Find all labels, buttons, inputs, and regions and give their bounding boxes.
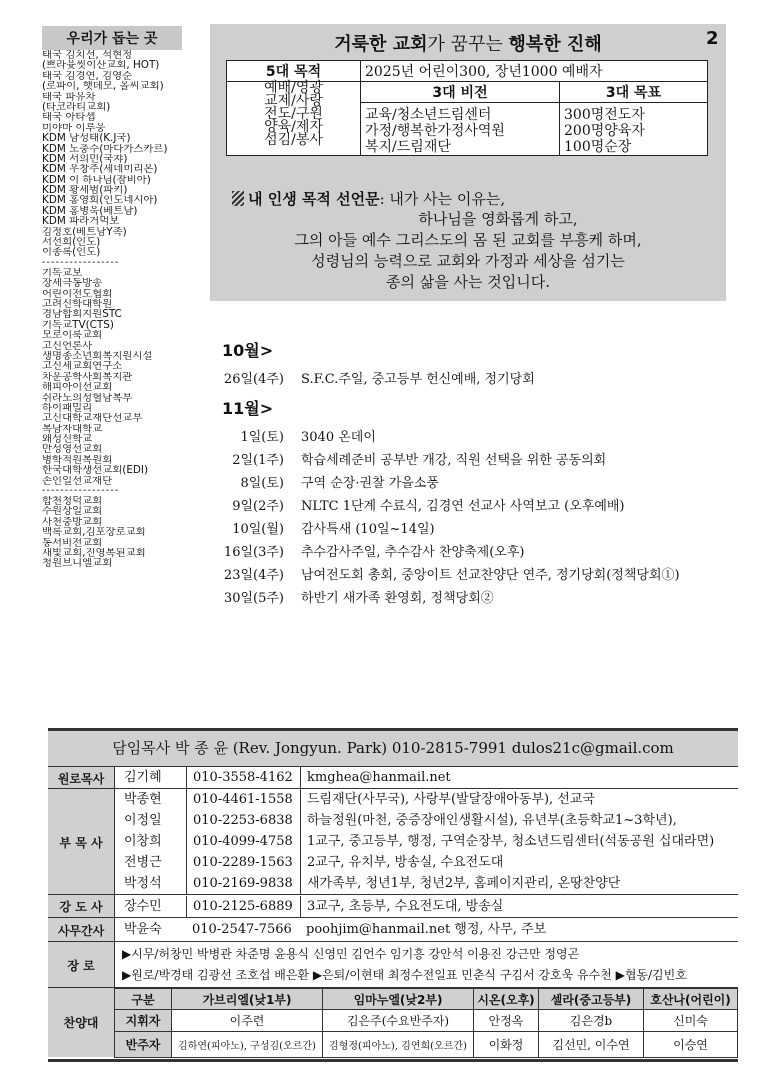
- sidebar-entry: 청원브니엘교회: [42, 558, 113, 569]
- staff-line: 전병근 010-2289-1563 2교구, 유치부, 방송실, 수요전도대: [114, 852, 738, 873]
- schedule-item: 2일(1주) 학습세례준비 공부반 개강, 직원 선택을 위한 공동의회: [232, 453, 607, 468]
- schedule-item: 1일(토) 3040 온데이: [240, 430, 376, 445]
- sidebar-entry: 모로이룩교회: [42, 330, 103, 341]
- choir-cell: 김선민, 이수연: [539, 1032, 644, 1058]
- sidebar-entry: 수원상일교회: [42, 506, 103, 517]
- five-purposes: 예배/영광 교제/사랑 전도/구원 양육/제자 섬김/봉사: [227, 82, 361, 156]
- choir-row: [48, 987, 738, 1057]
- choir-header: 구분: [115, 989, 172, 1010]
- three-visions: 교육/청소년드림센터 가정/행복한가정사역원 복지/드림재단: [361, 103, 560, 156]
- sidebar-entry: 왜성신학교: [42, 434, 93, 445]
- staff-line: 김기혜 010-3558-4162 kmghea@hanmail.net: [114, 767, 738, 788]
- goal-text: 2025년 어린이300, 장년1000 예배자: [361, 61, 708, 82]
- sidebar-entry: KDM 홍영희(인도네시아): [42, 195, 158, 206]
- schedule-item: 9일(2주) NLTC 1단계 수료식, 김경연 선교사 사역보고 (오후예배): [232, 499, 625, 514]
- choir-cell: 김은경b: [539, 1010, 644, 1032]
- row-label: 강 도 사: [48, 895, 115, 918]
- page-number: 2: [706, 28, 719, 49]
- sidebar-entry: 태국 아타셉: [42, 112, 96, 123]
- secretary-row: [48, 917, 738, 942]
- senior-pastor-line: 담임목사 박 종 윤 (Rev. Jongyun. Park) 010-2815-7991 dulos21c@gmail.com: [48, 731, 738, 766]
- sidebar-entry: 미야마 이루웅: [42, 122, 106, 134]
- sidebar-entry: 손인일선교재단: [42, 475, 113, 487]
- organization-list: [42, 268, 192, 486]
- elders-line: ▶원로/박경태 김광선 조호섭 배은환 ▶은퇴/이현태 최정수전일표 민춘식 구김서 강호욱 유수천 ▶협동/김빈호: [122, 968, 687, 982]
- church-list: [42, 496, 192, 569]
- sidebar-entry: 차운공학사회복지관: [42, 371, 133, 383]
- vision-table: [226, 60, 708, 156]
- sidebar-entry: KDM 홍병욱(베트남): [42, 205, 138, 217]
- mission-title: 내 인생 목적 선언문: [248, 190, 380, 208]
- row-label: 원로목사: [48, 767, 115, 789]
- sidebar-entry: 고신대학교재단선교부: [42, 413, 143, 424]
- sidebar-entry: 생명종소년회복지원시설: [42, 350, 153, 362]
- vision-label: 3대 비전: [361, 82, 560, 103]
- sidebar-entry: 고려신학대학원: [42, 298, 113, 310]
- divider: - - - - - - - - - - - - - - - - -: [42, 486, 118, 497]
- sidebar-entry: 기독교TV(CTS): [42, 319, 114, 331]
- sidebar-entry: 태국 김경연, 김영순: [42, 70, 133, 82]
- row-label: 찬양대: [48, 988, 115, 1057]
- staff-line: 이정일 010-2253-6838 하늘정원(마천, 중증장애인생활시설), 유년부(초등학교1~3학년),: [114, 810, 738, 831]
- sidebar-entry: 한국대학생선교회(EDI): [42, 465, 149, 476]
- sidebar-entry: 기독교보: [42, 267, 83, 279]
- sidebar-entry: KDM 우창주(세네미리온): [42, 164, 158, 175]
- choir-cell: 반주자: [115, 1032, 172, 1058]
- sidebar-entry: 복남자대학교: [42, 423, 103, 435]
- schedule-item: 23일(4주) 남여전도회 총회, 중앙이트 선교찬양단 연주, 정기당회(정책당회①): [223, 568, 680, 583]
- sidebar-entry: 동서비전교회: [42, 537, 103, 548]
- sidebar-entry: 사천중방교회: [42, 516, 103, 528]
- mission-line: 종의 삶을 사는 것입니다.: [386, 273, 550, 291]
- sidebar-entry: 태국 김치선, 석현정: [42, 50, 133, 61]
- page-title: 거룩한 교회가 꿈꾸는 행복한 진해: [334, 34, 602, 55]
- row-label: 장 로: [48, 942, 115, 988]
- sidebar-entry: KDM 서의민(국쟈): [42, 153, 128, 165]
- support-sidebar: [42, 26, 192, 726]
- sidebar-entry: (쁘라윳씻이산교회, HOT): [42, 60, 160, 71]
- choir-header: 셀라(중고등부): [539, 989, 644, 1010]
- evangelist-row: [48, 894, 738, 918]
- sidebar-entry: 어린이전도협회: [42, 288, 113, 299]
- mission-statement: [218, 188, 718, 293]
- sidebar-entry: (로파이, 햇데모, 올씨교회): [42, 81, 164, 92]
- choir-table: [114, 988, 738, 1058]
- schedule-item: 30일(5주) 하반기 새가족 환영회, 정책당회②: [223, 591, 494, 606]
- goal-label: 5대 목적: [227, 61, 361, 82]
- sidebar-entry: 태국 파유차: [42, 91, 96, 102]
- sidebar-entry: 해피아이선교회: [42, 382, 113, 393]
- sidebar-entry: 고신세교회연구소: [42, 361, 123, 372]
- sidebar-title: 우리가 돕는 곳: [42, 26, 182, 50]
- mission-lead: : 내가 사는 이유는,: [379, 190, 506, 208]
- missionary-list: [42, 50, 192, 258]
- sidebar-entry: 병학적원복원회: [42, 454, 113, 466]
- sidebar-entry: 경남합회지원STC: [42, 309, 122, 320]
- choir-cell: 이화정: [474, 1032, 539, 1058]
- sidebar-entry: 새빛교회,진영복된교회: [42, 547, 146, 559]
- elders-row: [48, 941, 738, 988]
- mission-line: 그의 아들 예수 그리스도의 몸 된 교회를 부흥케 하며,: [294, 231, 642, 249]
- schedule-item: 26일(4주) S.F.C.주일, 중고등부 헌신예배, 정기당회: [223, 372, 535, 387]
- sidebar-entry: 백록교회,김포장로교회: [42, 527, 146, 538]
- sidebar-entry: KDM 남성태(K.J국): [42, 133, 131, 144]
- mission-line: 성령님의 능력으로 교회와 가정과 세상을 섬기는: [311, 252, 625, 270]
- associate-row: [48, 788, 738, 895]
- sidebar-entry: KDM 파라거먹보: [42, 216, 120, 227]
- hatch-icon: [232, 191, 244, 206]
- sidebar-entry: 장세극동방송: [42, 278, 103, 289]
- sidebar-entry: KDM 노충수(마다가스카르): [42, 143, 168, 154]
- sidebar-entry: 김정호(베트남Y족): [42, 226, 127, 238]
- october-heading: 10월>: [222, 341, 274, 360]
- staff-line: 박윤숙 010-2547-7566 poohjim@hanmail.net 행정, 사무, 주보: [124, 922, 547, 937]
- sidebar-entry: 이종록(인도): [42, 247, 101, 258]
- elders-line: ▶시무/허창민 박병관 차준명 윤용식 신영민 김언수 임기흥 강안석 이용진 강근만 정영곤: [122, 947, 580, 961]
- emeritus-row: [48, 766, 738, 789]
- choir-header: 가브리엘(낮1부): [172, 989, 323, 1010]
- choir-cell: 김형정(피아노), 김연희(오르간): [323, 1032, 474, 1058]
- three-targets: 300명전도자 200명양육자 100명순장: [560, 103, 708, 156]
- sidebar-entry: 쉬라노의성혈남복부: [42, 392, 133, 403]
- row-label: 부 목 사: [48, 789, 115, 895]
- divider: - - - - - - - - - - - - - - - - -: [42, 257, 118, 268]
- choir-cell: 이승연: [644, 1032, 738, 1058]
- sidebar-entry: 만성영선교회: [42, 444, 103, 455]
- november-heading: 11월>: [222, 399, 274, 418]
- staff-directory: [48, 728, 738, 1062]
- choir-header: 호산나(어린이): [644, 989, 738, 1010]
- mission-line: 하나님을 영화롭게 하고,: [418, 210, 578, 228]
- target-label: 3대 목표: [560, 82, 708, 103]
- sidebar-entry: (타코라티교회): [42, 101, 111, 113]
- sidebar-entry: KDM 황세범(파키): [42, 185, 128, 196]
- sidebar-entry: KDM 이 하나님(잠비아): [42, 174, 151, 186]
- choir-cell: 김하연(피아노), 구성김(오르간): [172, 1032, 323, 1058]
- choir-cell: 안정옥: [474, 1010, 539, 1032]
- schedule-item: 8일(토) 구역 순장·권찰 가을소풍: [240, 476, 439, 491]
- choir-cell: 김은주(수요반주자): [323, 1010, 474, 1032]
- schedule-item: 10일(월) 감사특새 (10일~14일): [232, 522, 435, 537]
- schedule-item: 16일(3주) 추수감사주일, 추수감사 찬양축제(오후): [223, 545, 525, 560]
- sidebar-entry: 서선희(인도): [42, 237, 101, 248]
- choir-header: 임마누엘(낮2부): [323, 989, 474, 1010]
- staff-line: 이창희 010-4099-4758 1교구, 중고등부, 행정, 구역순장부, 청소년드림센터(석동공원 십대라면): [114, 831, 738, 852]
- choir-cell: 지휘자: [115, 1010, 172, 1032]
- staff-line: 박정석 010-2169-9838 새가족부, 청년1부, 청년2부, 홈페이지관리, 온땅찬양단: [114, 873, 738, 894]
- choir-cell: 신미숙: [644, 1010, 738, 1032]
- choir-cell: 이주련: [172, 1010, 323, 1032]
- staff-line: 박종현 010-4461-1558 드림재단(사무국), 사랑부(발달장애아동부), 선교국: [114, 789, 738, 810]
- choir-header: 시온(오후): [474, 989, 539, 1010]
- sidebar-entry: 고신언론사: [42, 340, 93, 351]
- sidebar-entry: 하이패밀리: [42, 402, 93, 414]
- sidebar-entry: 합천청덕교회: [42, 496, 103, 507]
- staff-line: 장수민 010-2125-6889 3교구, 초등부, 수요전도대, 방송실: [114, 896, 738, 917]
- row-label: 사무간사: [48, 918, 115, 942]
